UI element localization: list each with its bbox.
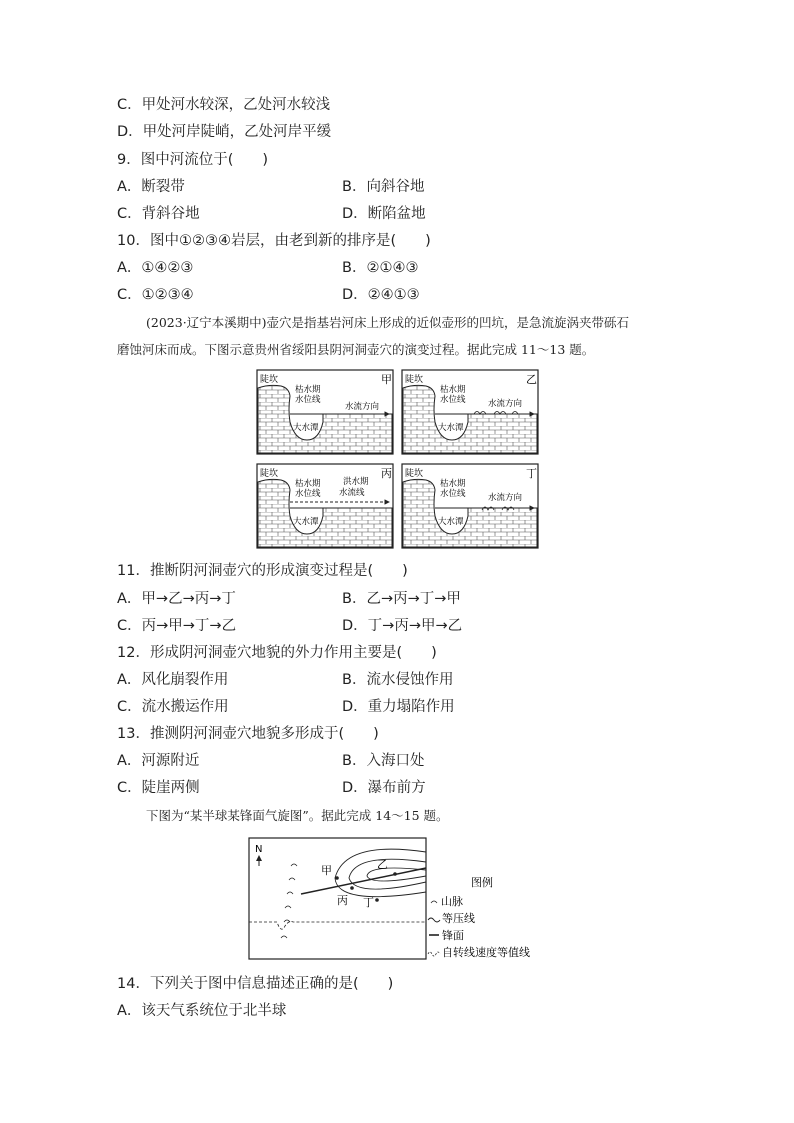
jia-low-water-2: 水位线: [295, 395, 321, 405]
bing-flood-2: 水流线: [339, 488, 365, 498]
q11-stem: 11．推断阴河洞壶穴的形成演变过程是( ): [117, 563, 408, 579]
point-yi: 乙: [377, 858, 388, 871]
panel-yi: [402, 370, 538, 454]
ding-low-water-1: 枯水期: [440, 479, 466, 489]
q12-option-d: D．重力塌陷作用: [342, 699, 455, 715]
bing-cliff-label: 陡坎: [260, 469, 279, 479]
jia-tag: 甲: [381, 373, 392, 386]
point-bing: 丙: [337, 894, 348, 907]
q12-option-b: B．流水侵蚀作用: [342, 672, 454, 688]
jia-low-water-1: 枯水期: [295, 385, 321, 395]
q8-option-d: D．甲处河岸陡峭，乙处河岸平缓: [117, 124, 332, 140]
jia-pool-label: 大水潭: [293, 423, 319, 433]
q10-option-d: D．②④①③: [342, 287, 420, 303]
jia-flow-label: 水流方向: [345, 402, 380, 412]
north-label: N: [255, 844, 263, 855]
q12-stem: 12．形成阴河洞壶穴地貌的外力作用主要是( ): [117, 645, 437, 661]
legend-mountain-icon: [431, 901, 437, 903]
q12-option-c: C．流水搬运作用: [117, 699, 229, 715]
yi-flow-label: 水流方向: [488, 399, 523, 409]
legend-rotation-icon: [428, 952, 440, 956]
jia-cliff-label: 陡坎: [260, 375, 279, 385]
ding-flow-label: 水流方向: [488, 493, 523, 503]
q12-option-a: A．风化崩裂作用: [117, 672, 229, 688]
q13-option-b: B．入海口处: [342, 753, 425, 769]
pothole-evolution-svg: [255, 368, 550, 552]
q13-option-a: A．河源附近: [117, 753, 200, 769]
q14-option-a: A．该天气系统位于北半球: [117, 1003, 287, 1019]
ding-low-water-2: 水位线: [440, 489, 466, 499]
panel-bing: [257, 464, 393, 548]
ding-pool-label: 大水潭: [438, 517, 464, 527]
yi-pool-label: 大水潭: [438, 423, 464, 433]
yi-low-water-1: 枯水期: [440, 385, 466, 395]
yi-tag: 乙: [526, 373, 537, 386]
passage1-line2: 磨蚀河床而成。下图示意贵州省绥阳县阴河洞壶穴的演变过程。据此完成 11～13 题。: [117, 342, 595, 357]
legend-front: 锋面: [442, 929, 464, 942]
legend-rotation: 自转线速度等值线: [442, 946, 530, 959]
ding-tag: 丁: [526, 467, 537, 480]
q14-stem: 14．下列关于图中信息描述正确的是( ): [117, 976, 394, 992]
point-jia: 甲: [321, 864, 332, 877]
ding-cliff-label: 陡坎: [405, 469, 424, 479]
legend-mountain: 山脉: [441, 895, 463, 908]
yi-low-water-2: 水位线: [440, 395, 466, 405]
q13-stem: 13．推测阴河洞壶穴地貌多形成于( ): [117, 726, 379, 742]
q10-stem: 10．图中①②③④岩层，由老到新的排序是( ): [117, 233, 431, 249]
frontal-cyclone-svg: [245, 834, 555, 964]
passage2-line1: 下图为“某半球某锋面气旋图”。据此完成 14～15 题。: [146, 808, 449, 823]
pothole-evolution-figure: [255, 368, 550, 552]
bing-flood-1: 洪水期: [343, 477, 369, 487]
q13-option-c: C．陡崖两侧: [117, 780, 200, 796]
q9-option-c: C．背斜谷地: [117, 206, 200, 222]
bing-pool-label: 大水潭: [293, 517, 319, 527]
bing-low-water-2: 水位线: [295, 489, 321, 499]
q11-option-b: B．乙→丙→丁→甲: [342, 591, 461, 607]
q8-option-c: C．甲处河水较深，乙处河水较浅: [117, 97, 331, 113]
q10-option-c: C．①②③④: [117, 287, 194, 303]
panel-jia: [257, 370, 393, 454]
panel-ding: [402, 464, 538, 548]
q10-option-a: A．①④②③: [117, 260, 194, 276]
q9-stem: 9．图中河流位于( ): [117, 152, 269, 168]
passage1-line1: (2023·辽宁本溪期中)壶穴是指基岩河床上形成的近似壶形的凹坑，是急流旋涡夹带砾石: [146, 315, 630, 330]
q11-option-a: A．甲→乙→丙→丁: [117, 591, 236, 607]
frontal-cyclone-figure: [245, 834, 555, 964]
q10-option-b: B．②①④③: [342, 260, 419, 276]
yi-cliff-label: 陡坎: [405, 375, 424, 385]
q13-option-d: D．瀑布前方: [342, 780, 426, 796]
q9-option-b: B．向斜谷地: [342, 179, 425, 195]
legend-title: 图例: [471, 876, 493, 889]
q9-option-d: D．断陷盆地: [342, 206, 426, 222]
bing-tag: 丙: [381, 467, 392, 480]
bing-low-water-1: 枯水期: [295, 479, 321, 489]
q9-option-a: A．断裂带: [117, 179, 185, 195]
q11-option-c: C．丙→甲→丁→乙: [117, 618, 237, 634]
point-ding: 丁: [363, 896, 374, 909]
q11-option-d: D．丁→丙→甲→乙: [342, 618, 463, 634]
legend-isobar: 等压线: [442, 912, 475, 925]
legend-isobar-icon: [428, 918, 440, 922]
